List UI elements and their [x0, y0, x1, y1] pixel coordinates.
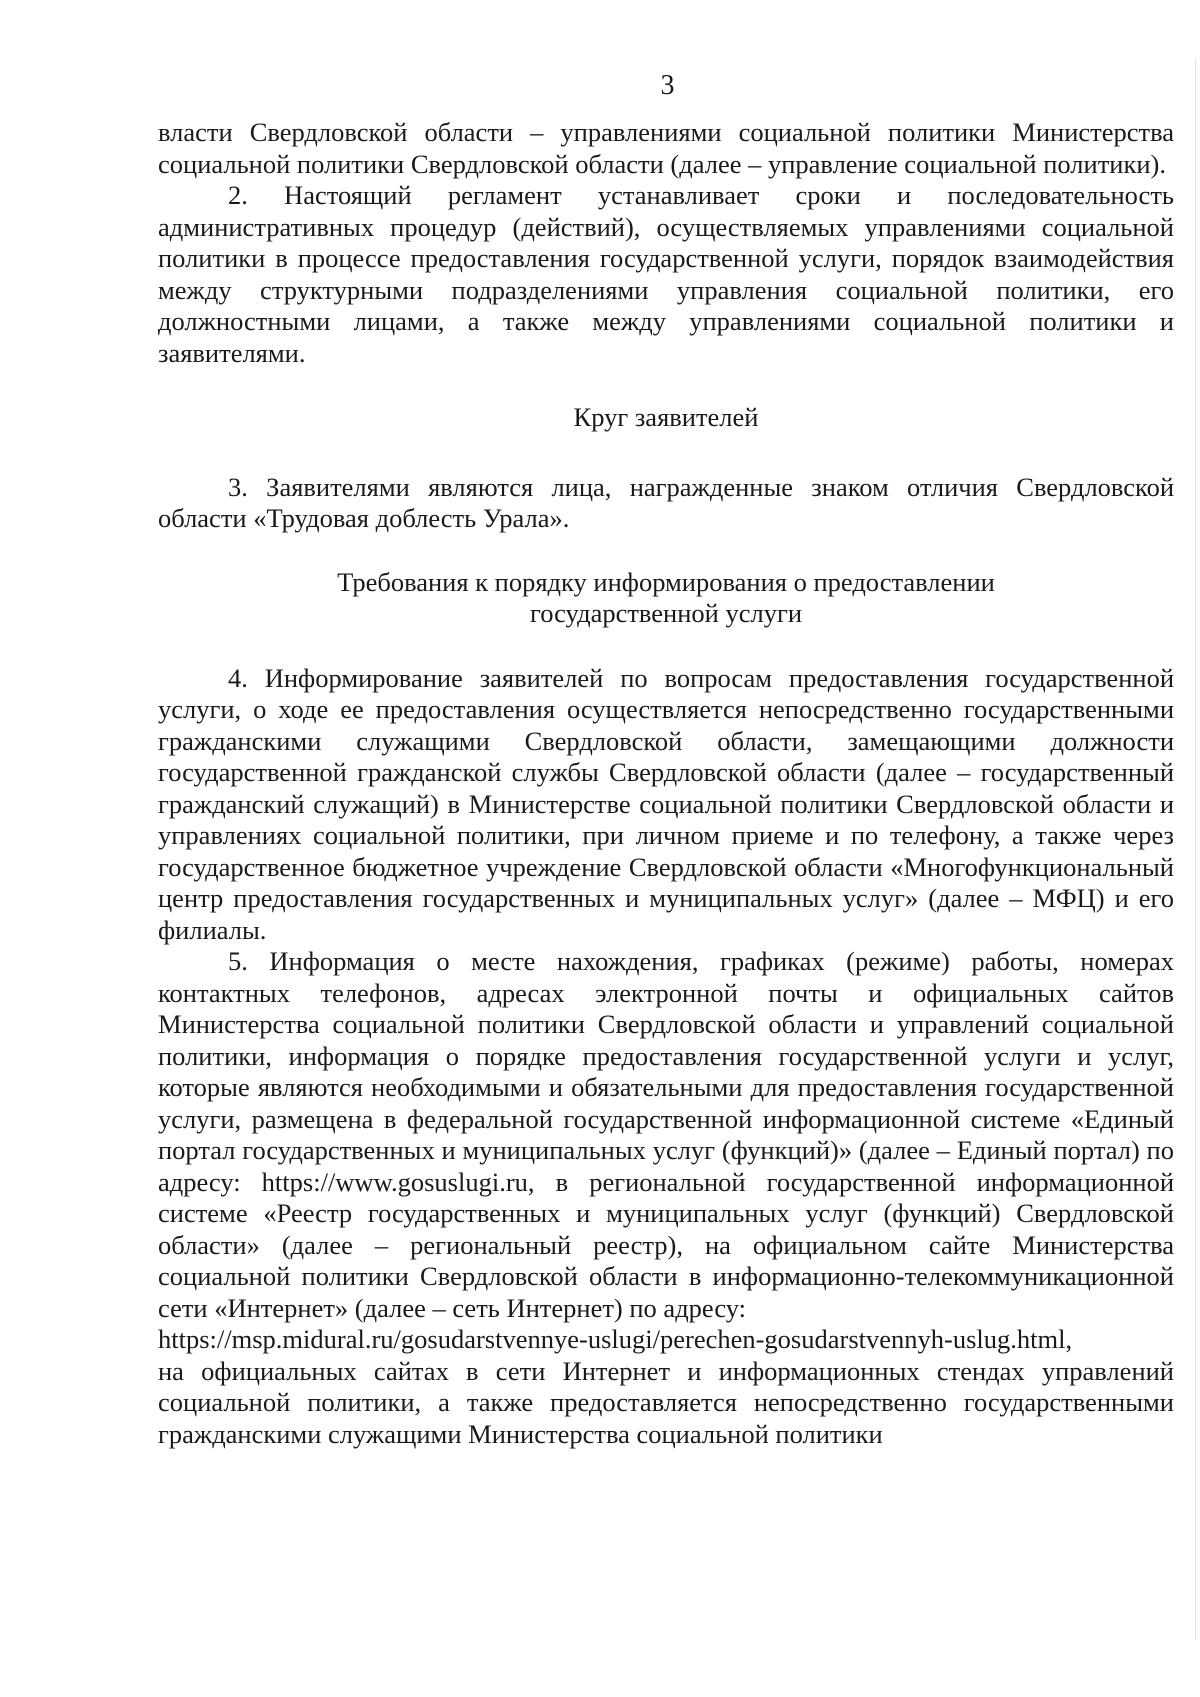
- scan-edge-artifact: [1194, 60, 1196, 1640]
- paragraph-5-text-2: на официальных сайтах в сети Интернет и информационных стендах управлений социальной политики, а также предоставляется непосредственно государственными гражданскими служащими Министерства социальной политики: [158, 1355, 1174, 1449]
- ministry-url: https://msp.midural.ru/gosudarstvennye-uslugi/perechen-gosudarstvennyh-uslug.html,: [158, 1324, 1073, 1354]
- section-heading-applicants: [158, 402, 1174, 434]
- paragraph-5: [158, 946, 1174, 1450]
- paragraph-3: 3. Заявителями являются лица, награжденные знаком отличия Свердловской области «Трудовая доблесть Урала».: [158, 471, 1174, 533]
- document-body: [158, 117, 1174, 1450]
- page-number: 3: [660, 70, 675, 101]
- heading-text: Круг заявителей: [573, 402, 759, 432]
- paragraph-4: 4. Информирование заявителей по вопросам предоставления государственной услуги, о ходе ее предоставления осуществляется непосредственно государственными гражданскими служащими Свердловской области, замещающими должности государственной гражданской службы Свердловской области (далее – государственный гражданский служащий) в Министерстве социальной политики Свердловской области и управлениях социальной политики, при личном приеме и по телефону, а также через государственное бюджетное учреждение Свердловской области «Многофункциональный центр предоставления государственных и муниципальных услуг» (далее – МФЦ) и его филиалы.: [158, 662, 1174, 945]
- paragraph-5-text-1: 5. Информация о месте нахождения, графиках (режиме) работы, номерах контактных телефонов, адресах электронной почты и официальных сайтов Министерства социальной политики Свердловской области и управлений социальной политики, информация о порядке предоставления государственной услуги и услуг, которые являются необходимыми и обязательными для предоставления государственной услуги, размещена в федеральной государственной информационной системе «Единый портал государственных и муниципальных услуг (функций)» (далее – Единый портал) по адресу: https://www.gosuslugi.ru, в региональной государственной информационной системе «Реестр государственных и муниципальных услуг (функций) Свердловской области» (далее – региональный реестр), на официальном сайте Министерства социальной политики Свердловской области в информационно-телекоммуникационной сети «Интернет» (далее – сеть Интернет) по адресу:: [158, 946, 1174, 1323]
- section-heading-informing: [158, 567, 1174, 630]
- paragraph-continuation: власти Свердловской области – управлениями социальной политики Министерства социальной политики Свердловской области (далее – управление социальной политики).: [158, 117, 1174, 179]
- heading-line-2: государственной услуги: [529, 598, 803, 628]
- heading-line-1: Требования к порядку информирования о предоставлении: [337, 566, 995, 597]
- paragraph-2: 2. Настоящий регламент устанавливает сроки и последовательность административных процедур (действий), осуществляемых управлениями социальной политики в процессе предоставления государственной услуги, порядок взаимодействия между структурными подразделениями управления социальной политики, его должностными лицами, а также между управлениями социальной политики и заявителями.: [158, 180, 1174, 368]
